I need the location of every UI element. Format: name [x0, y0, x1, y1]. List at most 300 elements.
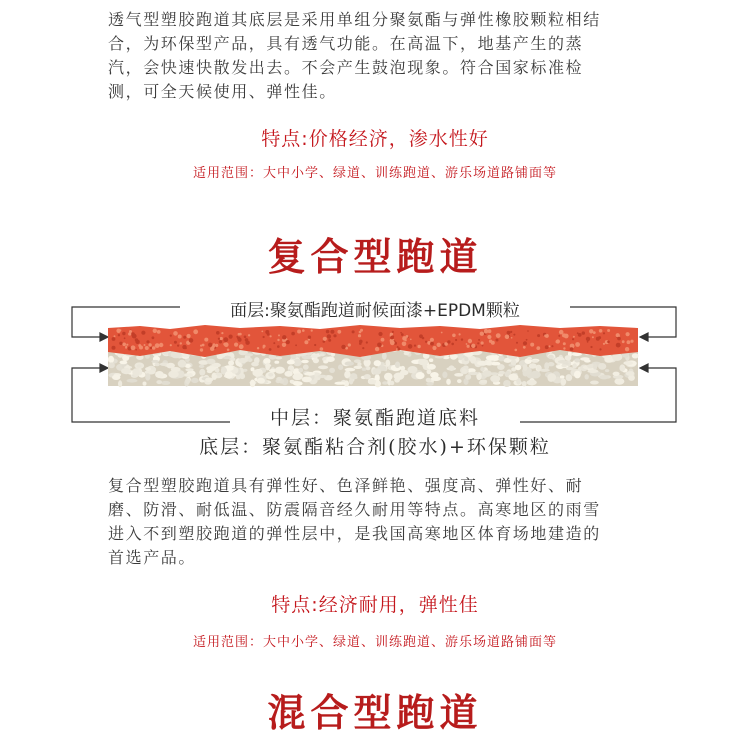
- epdm-speckle: [397, 347, 400, 350]
- granule: [614, 378, 624, 385]
- granule: [590, 381, 599, 385]
- granule: [301, 360, 309, 363]
- granule: [275, 357, 282, 360]
- granule: [491, 362, 500, 366]
- epdm-speckle: [507, 331, 511, 335]
- granule: [349, 378, 353, 384]
- epdm-speckle: [530, 343, 534, 347]
- granule: [483, 370, 492, 377]
- granule: [299, 368, 304, 373]
- epdm-speckle: [523, 341, 527, 345]
- granule: [547, 373, 556, 381]
- granule: [137, 364, 142, 367]
- epdm-speckle: [216, 331, 220, 335]
- section2-line-3: 进入不到塑胶跑道的弹性层中，是我国高寒地区体育场地建造的: [108, 524, 601, 543]
- epdm-speckle: [430, 338, 434, 342]
- epdm-speckle: [141, 331, 145, 335]
- section3-title: 混合型跑道: [267, 691, 483, 735]
- epdm-speckle: [592, 336, 594, 338]
- epdm-speckle: [616, 333, 620, 337]
- epdm-speckle: [125, 347, 127, 349]
- granule: [302, 377, 312, 383]
- granule: [572, 363, 576, 368]
- granule: [477, 361, 487, 366]
- epdm-speckle: [227, 349, 230, 352]
- epdm-speckle: [297, 330, 301, 334]
- granule: [585, 374, 589, 379]
- granule: [515, 365, 521, 371]
- epdm-speckle: [224, 342, 229, 347]
- epdm-speckle: [360, 329, 363, 332]
- epdm-speckle: [491, 341, 495, 345]
- granule: [108, 356, 114, 363]
- granule: [265, 363, 270, 371]
- granule: [613, 372, 620, 376]
- epdm-speckle: [116, 329, 120, 333]
- epdm-speckle: [478, 339, 480, 341]
- epdm-speckle: [178, 335, 182, 339]
- epdm-speckle: [451, 343, 454, 346]
- epdm-speckle: [189, 338, 194, 343]
- granule: [251, 362, 259, 367]
- epdm-speckle: [200, 348, 203, 351]
- epdm-speckle: [537, 334, 540, 337]
- granule: [509, 374, 519, 381]
- granule: [400, 370, 409, 375]
- epdm-speckle: [314, 344, 316, 346]
- epdm-speckle: [295, 344, 297, 346]
- granule: [574, 371, 581, 379]
- epdm-speckle: [348, 343, 351, 346]
- epdm-speckle: [459, 333, 461, 335]
- epdm-speckle: [511, 337, 513, 339]
- epdm-speckle: [112, 346, 116, 350]
- epdm-speckle: [173, 331, 178, 336]
- section2-line-1: 复合型塑胶跑道具有弹性好、色泽鲜艳、强度高、弹性好、耐: [108, 476, 584, 495]
- epdm-speckle: [513, 334, 515, 336]
- granule: [561, 379, 567, 386]
- epdm-speckle: [238, 333, 241, 336]
- epdm-speckle: [586, 337, 590, 341]
- epdm-speckle: [333, 334, 336, 337]
- granule: [287, 360, 295, 365]
- granule: [462, 368, 467, 373]
- section1-scope: 适用范围：大中小学、绿道、训练跑道、游乐场道路铺面等: [192, 166, 557, 181]
- granule: [318, 365, 328, 369]
- granule: [454, 373, 463, 377]
- epdm-speckle: [238, 338, 242, 342]
- epdm-speckle: [599, 329, 603, 333]
- epdm-speckle: [603, 332, 605, 334]
- granule: [539, 369, 549, 372]
- epdm-speckle: [607, 329, 610, 332]
- granule: [303, 364, 309, 369]
- epdm-speckle: [496, 333, 501, 338]
- granule: [408, 366, 418, 373]
- epdm-speckle: [362, 347, 364, 349]
- section2-line-2: 磨、防滑、耐低温、防震隔音经久耐用等特点。高寒地区的雨雪: [108, 500, 601, 519]
- epdm-speckle: [496, 339, 499, 342]
- epdm-speckle: [392, 331, 394, 333]
- granule: [523, 364, 528, 371]
- epdm-speckle: [146, 340, 149, 343]
- epdm-speckle: [441, 332, 443, 334]
- epdm-speckle: [236, 336, 238, 338]
- epdm-speckle: [320, 347, 324, 351]
- epdm-speckle: [239, 344, 244, 349]
- middle-layer-label: 中层：聚氨酯跑道底料: [269, 407, 480, 429]
- granule: [623, 361, 633, 365]
- epdm-speckle: [480, 332, 484, 336]
- granule: [120, 361, 128, 365]
- granule: [558, 360, 568, 363]
- epdm-speckle: [378, 332, 382, 336]
- epdm-speckle: [607, 341, 610, 344]
- epdm-speckle: [330, 330, 334, 334]
- granule: [450, 354, 457, 360]
- epdm-speckle: [558, 335, 560, 337]
- granule: [207, 359, 216, 365]
- epdm-speckle: [270, 335, 272, 337]
- epdm-speckle: [627, 340, 631, 344]
- epdm-speckle: [390, 340, 395, 345]
- granule: [274, 361, 279, 364]
- epdm-speckle: [323, 337, 327, 341]
- epdm-speckle: [410, 339, 412, 341]
- granule: [404, 352, 409, 355]
- epdm-speckle: [481, 341, 484, 344]
- epdm-speckle: [261, 331, 263, 333]
- granule: [457, 379, 462, 383]
- epdm-speckle: [352, 330, 355, 333]
- granule: [431, 376, 441, 381]
- granule: [248, 358, 253, 362]
- epdm-speckle: [562, 333, 566, 337]
- epdm-speckle: [126, 344, 128, 346]
- granule: [566, 367, 574, 370]
- epdm-speckle: [112, 337, 116, 341]
- epdm-speckle: [400, 332, 402, 334]
- granule: [293, 381, 303, 386]
- epdm-speckle: [234, 343, 238, 347]
- epdm-speckle: [177, 345, 179, 347]
- epdm-speckle: [545, 345, 549, 349]
- granule: [464, 357, 468, 361]
- granule: [565, 355, 572, 361]
- surface-layer-label: 面层:聚氨酯跑道耐候面漆+EPDM颗粒: [0, 296, 750, 321]
- granule: [574, 358, 580, 362]
- epdm-speckle: [145, 346, 149, 350]
- epdm-speckle: [417, 345, 420, 348]
- epdm-speckle: [536, 346, 540, 350]
- epdm-speckle: [425, 341, 427, 343]
- epdm-speckle: [510, 331, 512, 333]
- epdm-speckle: [391, 335, 394, 338]
- granule: [345, 368, 356, 372]
- section2-feature: 特点:经济耐用，弹性佳: [271, 594, 479, 616]
- granule: [426, 378, 431, 383]
- epdm-speckle: [304, 340, 308, 344]
- epdm-speckle: [229, 335, 233, 339]
- granule: [191, 378, 199, 383]
- epdm-speckle: [187, 334, 191, 338]
- epdm-speckle: [408, 344, 413, 349]
- epdm-speckle: [556, 339, 560, 343]
- epdm-speckle: [616, 343, 621, 348]
- granule: [323, 360, 328, 363]
- granule: [108, 362, 115, 368]
- granule: [486, 361, 493, 365]
- epdm-speckle: [277, 339, 279, 341]
- epdm-speckle: [128, 332, 131, 335]
- granule: [390, 381, 394, 386]
- granule: [257, 378, 265, 384]
- epdm-speckle: [477, 342, 479, 344]
- granule: [284, 371, 292, 377]
- granule: [184, 373, 189, 376]
- epdm-speckle: [488, 329, 492, 333]
- epdm-speckle: [263, 336, 265, 338]
- epdm-speckle: [248, 334, 250, 336]
- granule: [468, 372, 479, 375]
- epdm-speckle: [526, 339, 528, 341]
- epdm-speckle: [170, 335, 172, 337]
- granule: [345, 361, 354, 365]
- section1-feature: 特点:价格经济，渗水性好: [261, 128, 489, 150]
- epdm-speckle: [630, 340, 633, 343]
- granule: [320, 353, 325, 356]
- section1-line-4: 测，可全天候使用、弹性佳。: [108, 82, 337, 101]
- granule: [511, 360, 517, 366]
- epdm-speckle: [210, 347, 214, 351]
- granule: [486, 355, 497, 360]
- section2-paragraph: [108, 474, 648, 570]
- epdm-speckle: [148, 343, 151, 346]
- granule: [418, 359, 428, 366]
- section2-scope: 适用范围：大中小学、绿道、训练跑道、游乐场道路铺面等: [192, 635, 557, 650]
- epdm-speckle: [437, 343, 441, 347]
- epdm-speckle: [118, 334, 120, 336]
- granule: [275, 367, 285, 374]
- epdm-speckle: [377, 343, 382, 348]
- epdm-speckle: [452, 334, 456, 338]
- epdm-speckle: [326, 330, 330, 334]
- epdm-speckle: [208, 343, 212, 347]
- granule: [118, 380, 122, 387]
- granule: [268, 373, 273, 377]
- epdm-speckle: [447, 340, 450, 343]
- granule: [329, 368, 335, 373]
- epdm-speckle: [551, 345, 553, 347]
- epdm-speckle: [311, 330, 313, 332]
- epdm-speckle: [467, 345, 470, 348]
- granule: [427, 364, 436, 370]
- granule: [178, 360, 187, 368]
- epdm-speckle: [523, 346, 526, 349]
- epdm-speckle: [200, 345, 202, 347]
- granule: [276, 377, 282, 381]
- granule: [372, 368, 381, 375]
- granule: [490, 375, 500, 382]
- epdm-speckle: [223, 337, 228, 342]
- epdm-speckle: [587, 341, 589, 343]
- granule: [587, 369, 598, 373]
- epdm-speckle: [135, 349, 137, 351]
- epdm-speckle: [516, 342, 518, 344]
- epdm-speckle: [131, 345, 136, 350]
- epdm-speckle: [132, 334, 137, 339]
- granule: [334, 382, 345, 385]
- epdm-speckle: [432, 346, 436, 350]
- epdm-speckle: [596, 337, 600, 341]
- epdm-speckle: [468, 339, 472, 343]
- epdm-speckle: [375, 347, 379, 351]
- epdm-speckle: [183, 336, 186, 339]
- granule: [317, 375, 327, 378]
- granule: [350, 373, 357, 379]
- bottom-layer-label: 底层：聚氨酯粘合剂(胶水)+环保颗粒: [199, 436, 551, 458]
- granule: [199, 365, 205, 368]
- epdm-speckle: [359, 342, 362, 345]
- granule: [449, 365, 455, 371]
- epdm-speckle: [277, 345, 280, 348]
- epdm-speckle: [482, 345, 484, 347]
- granule: [480, 367, 484, 371]
- epdm-speckle: [282, 343, 286, 347]
- granule: [304, 372, 315, 376]
- epdm-speckle: [419, 334, 423, 338]
- epdm-speckle: [174, 341, 177, 344]
- epdm-speckle: [414, 345, 416, 347]
- granule: [206, 366, 216, 371]
- granule: [252, 369, 263, 376]
- epdm-speckle: [405, 339, 407, 341]
- granule: [171, 367, 181, 372]
- granule: [530, 371, 540, 379]
- epdm-speckle: [328, 339, 331, 342]
- epdm-speckle: [575, 342, 580, 347]
- section1-line-2: 合，为环保型产品，具有透气功能。在高温下，地基产生的蒸: [108, 34, 584, 53]
- granule: [605, 369, 609, 372]
- epdm-speckle: [617, 337, 621, 341]
- epdm-speckle: [193, 329, 198, 334]
- granule: [161, 381, 170, 385]
- granule: [598, 363, 606, 370]
- epdm-speckle: [286, 340, 290, 344]
- granule: [292, 374, 302, 381]
- epdm-speckle: [625, 347, 629, 351]
- granule: [338, 364, 343, 370]
- granule: [632, 353, 639, 358]
- epdm-speckle: [589, 329, 593, 333]
- granule: [382, 381, 388, 385]
- granule: [368, 379, 376, 384]
- granule: [155, 363, 160, 366]
- granule: [311, 354, 319, 358]
- epdm-speckle: [278, 334, 280, 336]
- epdm-speckle: [358, 334, 361, 337]
- granule: [522, 381, 527, 386]
- granule: [145, 373, 150, 380]
- granule: [599, 375, 608, 379]
- granule: [527, 357, 532, 360]
- granule: [416, 372, 425, 379]
- epdm-speckle: [159, 343, 163, 347]
- epdm-speckle: [626, 332, 630, 336]
- epdm-speckle: [570, 347, 574, 351]
- granule: [566, 374, 573, 381]
- epdm-speckle: [215, 344, 218, 347]
- granule: [216, 373, 222, 376]
- granule: [156, 380, 162, 384]
- epdm-speckle: [402, 342, 407, 347]
- epdm-speckle: [218, 338, 220, 340]
- granule: [503, 380, 511, 387]
- epdm-speckle: [559, 330, 564, 335]
- granule: [527, 380, 537, 386]
- epdm-speckle: [257, 347, 259, 349]
- granule: [593, 363, 597, 370]
- section2-title: 复合型跑道: [267, 235, 483, 279]
- epdm-speckle: [135, 340, 139, 344]
- granule: [384, 373, 393, 381]
- granule: [151, 360, 159, 363]
- epdm-speckle: [549, 345, 551, 347]
- granule: [395, 362, 400, 369]
- granule: [531, 360, 538, 363]
- epdm-speckle: [150, 347, 152, 349]
- granule: [155, 371, 164, 378]
- granule: [357, 362, 361, 366]
- granule: [465, 374, 471, 380]
- epdm-speckle: [527, 330, 529, 332]
- epdm-speckle: [327, 334, 331, 338]
- granule: [228, 360, 234, 366]
- granule: [429, 358, 433, 362]
- epdm-speckle: [122, 343, 126, 347]
- granule: [498, 356, 504, 362]
- epdm-speckle: [139, 346, 143, 350]
- epdm-speckle: [119, 342, 122, 345]
- epdm-speckle: [544, 334, 547, 337]
- granule: [205, 378, 213, 383]
- epdm-speckle: [221, 332, 223, 334]
- granule: [536, 365, 541, 371]
- epdm-speckle: [153, 329, 157, 333]
- granule: [199, 369, 205, 376]
- granule: [560, 375, 565, 378]
- epdm-speckle: [341, 345, 345, 349]
- granule: [619, 364, 625, 371]
- epdm-speckle: [487, 335, 491, 339]
- granule: [374, 360, 381, 366]
- epdm-speckle: [622, 340, 625, 343]
- epdm-speckle: [245, 341, 249, 345]
- granule: [250, 380, 255, 388]
- granule: [529, 363, 537, 368]
- epdm-speckle: [401, 333, 404, 336]
- epdm-speckle: [599, 348, 601, 350]
- granule: [143, 382, 147, 386]
- epdm-speckle: [152, 336, 155, 339]
- granule: [185, 378, 190, 385]
- epdm-speckle: [578, 333, 582, 337]
- epdm-speckle: [582, 331, 585, 334]
- epdm-speckle: [155, 343, 160, 348]
- epdm-speckle: [204, 338, 208, 342]
- epdm-speckle: [122, 332, 125, 335]
- epdm-speckle: [180, 342, 182, 344]
